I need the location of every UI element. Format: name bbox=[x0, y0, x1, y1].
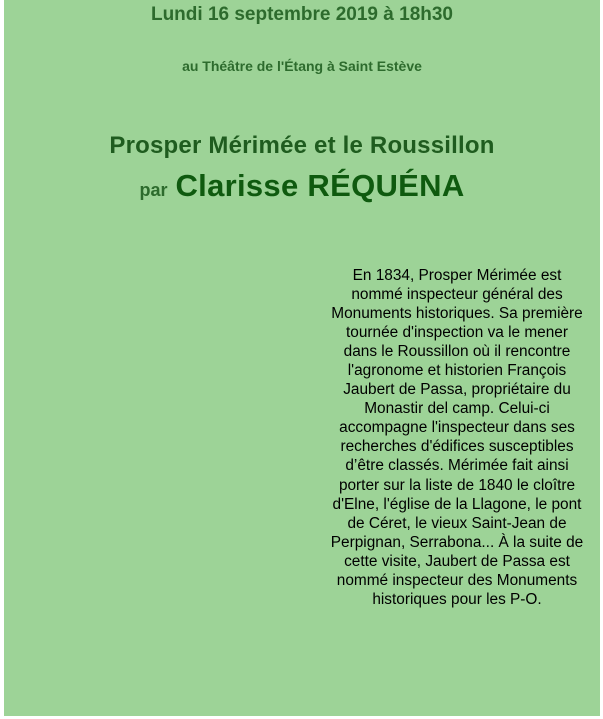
event-panel bbox=[4, 0, 600, 716]
speaker-prefix: par bbox=[139, 180, 168, 200]
event-date: Lundi 16 septembre 2019 à 18h30 bbox=[150, 4, 454, 25]
talk-description: En 1834, Prosper Mérimée est nommé inspecteur général des Monuments historiques. Sa première tournée d'inspection va le mener dans le Roussillon où il rencontre l'agronome et historien François Jaubert de Passa, propriétaire du Monastir del camp. Celui-ci accompagne l'inspecteur dans ses recherches d'édifices susceptibles d’être classés. Mérimée fait ainsi porter sur la liste de 1840 le cloître d'Elne, l'église de la Llagone, le pont de Céret, le vieux Saint-Jean de Perpignan, Serrabona... À la suite de cette visite, Jaubert de Passa est nommé inspecteur des Monuments historiques pour les P-O. bbox=[330, 267, 584, 608]
speaker-name: Clarisse RÉQUÉNA bbox=[175, 168, 465, 203]
talk-title: Prosper Mérimée et le Roussillon bbox=[109, 132, 495, 159]
event-venue: au Théâtre de l'Étang à Saint Estève bbox=[182, 58, 422, 74]
speaker-line bbox=[4, 168, 600, 204]
